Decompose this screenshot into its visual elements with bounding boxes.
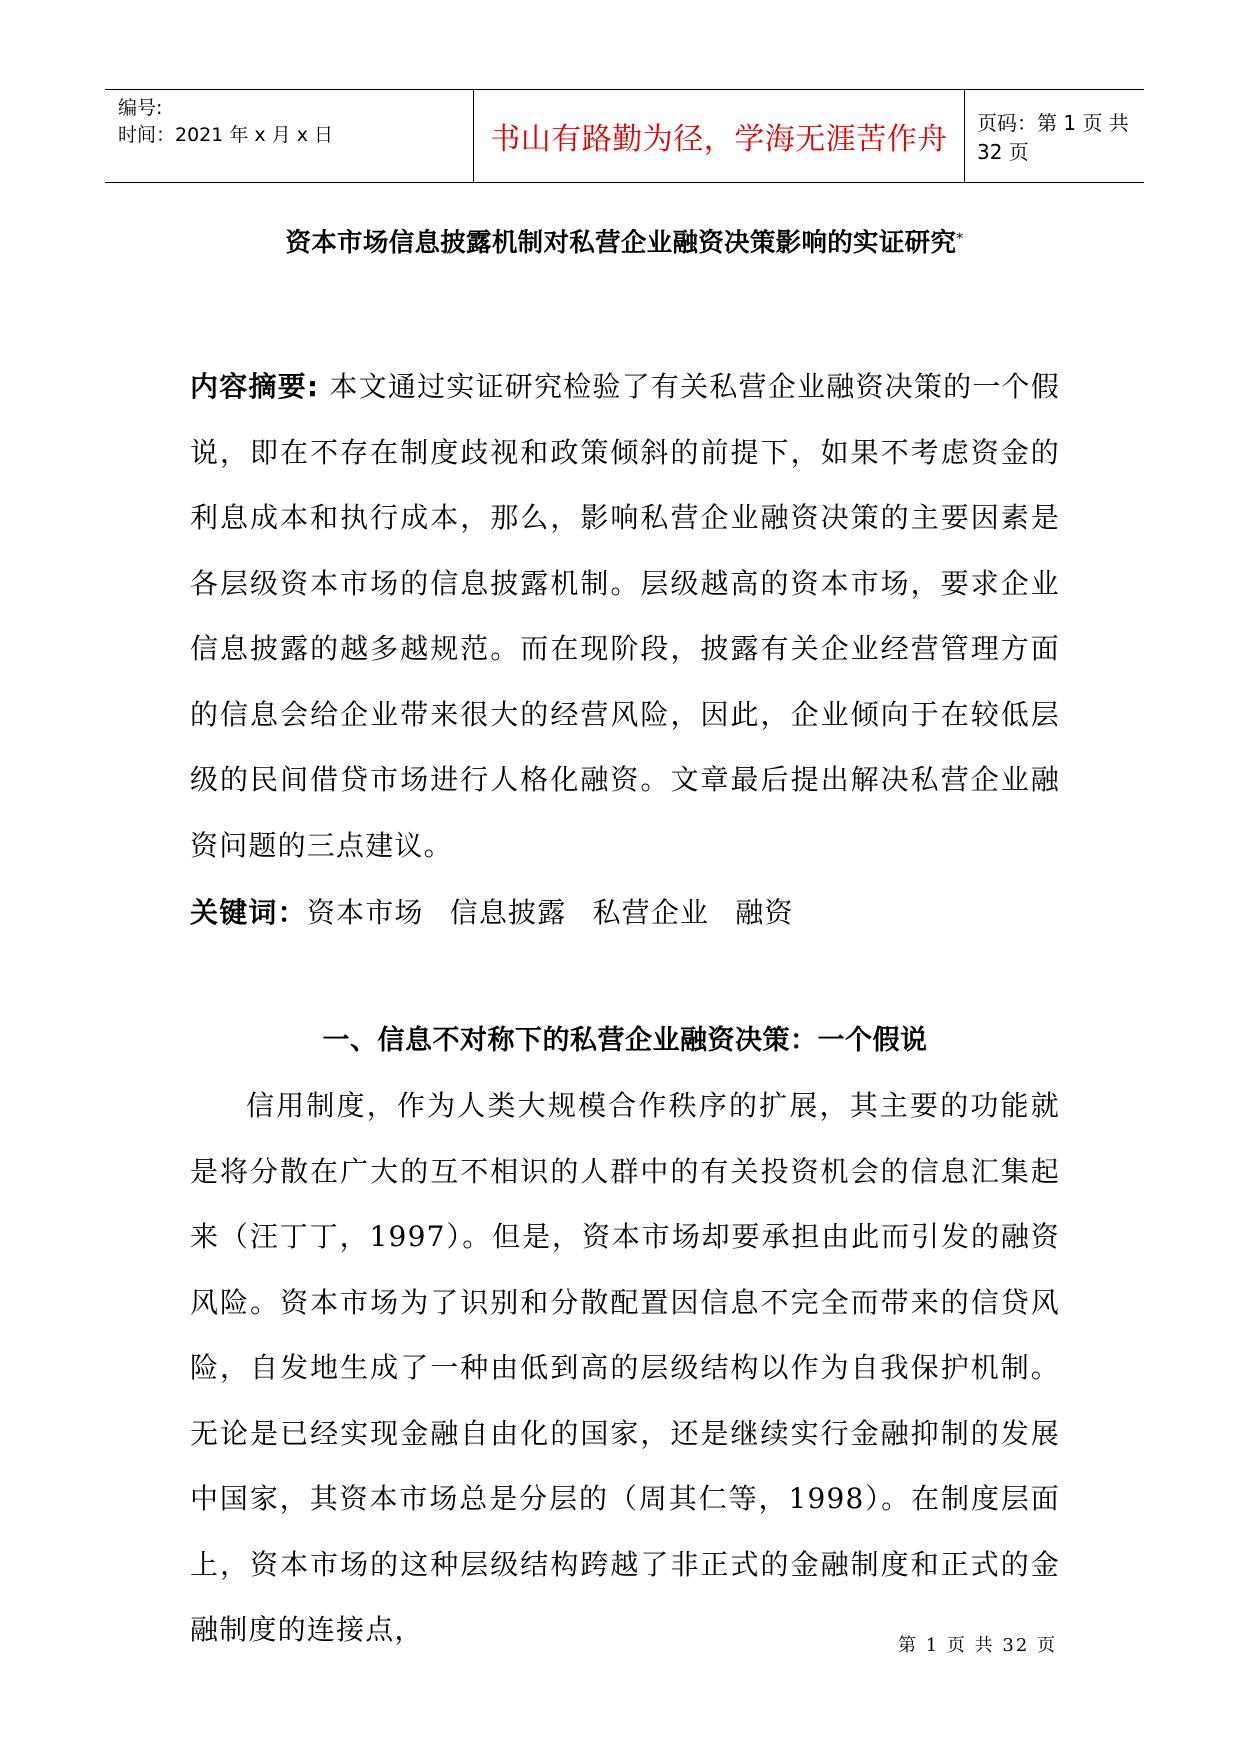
article-body xyxy=(190,354,1060,1663)
keyword: 信息披露 xyxy=(449,896,567,929)
section-heading: 一、信息不对称下的私营企业融资决策：一个假说 xyxy=(322,1024,928,1056)
keywords-label: 关键词： xyxy=(190,896,307,929)
serial-label: 编号: xyxy=(118,97,163,119)
abstract xyxy=(190,354,1060,878)
document-header xyxy=(105,89,1144,183)
section-paragraph: 信用制度，作为人类大规模合作秩序的扩展，其主要的功能就是将分散在广大的互不相识的人群中的有关投资机会的信息汇集起来（汪丁丁，1997）。但是，资本市场却要承担由此而引发的融资风险。资本市场为了识别和分散配置因信息不完全而带来的信贷风险，自发地生成了一种由低到高的层级结构以作为自我保护机制。无论是已经实现金融自由化的国家，还是继续实行金融抑制的发展中国家，其资本市场总是分层的（周其仁等，1998）。在制度层面上，资本市场的这种层级结构跨越了非正式的金融制度和正式的金融制度的连接点， xyxy=(190,1089,1060,1646)
header-page-label: 页码：第 1 页 共 32 页 xyxy=(977,111,1129,164)
keyword: 私营企业 xyxy=(592,896,710,929)
footer-page-number: 第 1 页 共 32 页 xyxy=(898,1635,1057,1656)
header-motto: 书山有路勤为径，学海无涯苦作舟 xyxy=(490,122,948,157)
abstract-label: 内容摘要: xyxy=(190,370,320,403)
header-info xyxy=(118,95,333,149)
keyword: 资本市场 xyxy=(306,896,424,929)
abstract-text: 本文通过实证研究检验了有关私营企业融资决策的一个假说，即在不存在制度歧视和政策倾斜的前提下，如果不考虑资金的利息成本和执行成本，那么，影响私营企业融资决策的主要因素是各层级资本市场的信息披露机制。层级越高的资本市场，要求企业信息披露的越多越规范。而在现阶段，披露有关企业经营管理方面的信息会给企业带来很大的经营风险，因此，企业倾向于在较低层级的民间借贷市场进行人格化融资。文章最后提出解决私营企业融资问题的三点建议。 xyxy=(190,370,1060,862)
article-title xyxy=(105,224,1144,262)
time-label: 时间：2021 年 x 月 x 日 xyxy=(118,124,334,146)
article-title-text: 资本市场信息披露机制对私营企业融资决策影响的实证研究 xyxy=(285,228,957,258)
keyword: 融资 xyxy=(735,896,794,929)
title-footnote-mark: * xyxy=(956,231,964,247)
header-divider xyxy=(964,90,965,182)
keywords xyxy=(190,880,1060,946)
